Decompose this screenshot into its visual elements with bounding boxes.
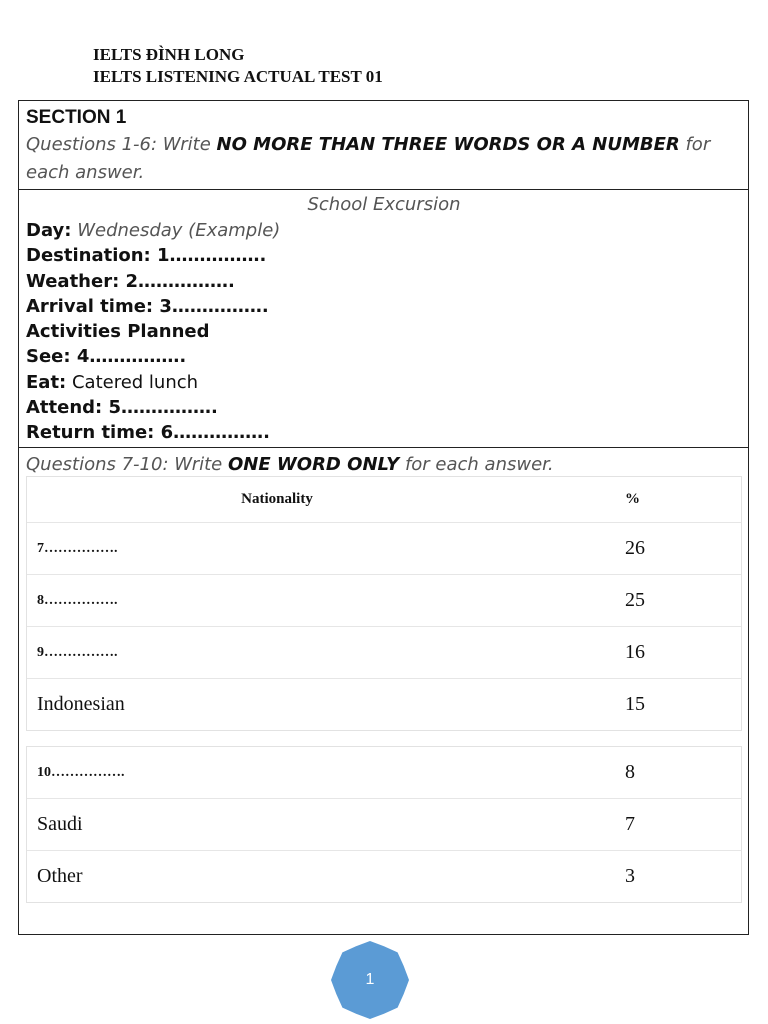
divider bbox=[19, 447, 748, 448]
form-row bbox=[26, 218, 742, 243]
column-header-nationality: Nationality bbox=[241, 491, 313, 507]
form-row bbox=[26, 370, 742, 395]
percent-cell: 16 bbox=[625, 641, 645, 663]
table-row bbox=[27, 850, 741, 902]
document-header bbox=[93, 44, 383, 88]
table-header-row bbox=[27, 477, 741, 522]
page-number-badge bbox=[331, 941, 409, 1019]
instruction-text-end: for each answer. bbox=[26, 134, 711, 183]
percent-cell: 15 bbox=[625, 693, 645, 715]
header-line-1: IELTS ĐÌNH LONG bbox=[93, 45, 245, 64]
form-rows bbox=[26, 218, 742, 446]
form-title: School Excursion bbox=[307, 194, 461, 215]
form-row bbox=[26, 243, 742, 268]
questions-instruction bbox=[26, 451, 742, 479]
instruction-emphasis: NO MORE THAN THREE WORDS OR A NUMBER bbox=[216, 134, 680, 155]
table-row bbox=[27, 574, 741, 626]
section-title: SECTION 1 bbox=[26, 107, 127, 128]
form-row-label: Return time: 6……………. bbox=[26, 422, 271, 444]
form-row-label: Day: bbox=[26, 220, 72, 241]
nationality-table bbox=[26, 476, 742, 731]
table-row bbox=[27, 747, 741, 798]
form-row bbox=[26, 420, 742, 445]
form-row bbox=[26, 269, 742, 294]
column-header-percent: % bbox=[625, 491, 640, 507]
form-row-label: Destination: 1……………. bbox=[26, 245, 267, 267]
form-row bbox=[26, 344, 742, 369]
form-row bbox=[26, 395, 742, 420]
percent-cell: 25 bbox=[625, 589, 645, 611]
instruction-text: Questions 1-6: Write bbox=[26, 134, 217, 155]
instruction-text-end: for each answer. bbox=[399, 454, 554, 475]
form-row-value: Wednesday (Example) bbox=[71, 220, 281, 241]
nationality-cell: 7……………. bbox=[37, 541, 118, 556]
form-row-label: Weather: 2……………. bbox=[26, 270, 235, 292]
test-frame bbox=[18, 100, 749, 935]
nationality-cell: 8……………. bbox=[37, 593, 118, 608]
header-line-2: IELTS LISTENING ACTUAL TEST 01 bbox=[93, 67, 383, 86]
form-row-value: Catered lunch bbox=[66, 371, 199, 393]
table-row bbox=[27, 522, 741, 574]
percent-cell: 8 bbox=[625, 761, 635, 783]
questions-header bbox=[26, 451, 742, 479]
form-row-label: Attend: 5……………. bbox=[26, 397, 218, 419]
instruction-emphasis: ONE WORD ONLY bbox=[227, 454, 400, 475]
section-header bbox=[26, 105, 742, 187]
percent-cell: 3 bbox=[625, 865, 635, 887]
form-row bbox=[26, 319, 742, 344]
form-row bbox=[26, 294, 742, 319]
nationality-cell: 9……………. bbox=[37, 645, 118, 660]
excursion-form bbox=[26, 193, 742, 446]
percent-cell: 26 bbox=[625, 537, 645, 559]
section-instruction bbox=[26, 131, 742, 187]
table-row bbox=[27, 678, 741, 730]
form-row-label: Activities Planned bbox=[26, 321, 210, 343]
nationality-table-continued bbox=[26, 746, 742, 903]
nationality-cell: Indonesian bbox=[37, 693, 125, 715]
form-row-label: Arrival time: 3……………. bbox=[26, 295, 269, 317]
divider bbox=[19, 189, 748, 190]
page-number: 1 bbox=[365, 971, 375, 988]
table-row bbox=[27, 626, 741, 678]
nationality-cell: Saudi bbox=[37, 813, 83, 835]
nationality-cell: 10……………. bbox=[37, 765, 125, 780]
table-row bbox=[27, 798, 741, 850]
instruction-text: Questions 7-10: Write bbox=[26, 454, 228, 475]
nationality-cell: Other bbox=[37, 865, 83, 887]
form-row-label: See: 4……………. bbox=[26, 346, 187, 368]
percent-cell: 7 bbox=[625, 813, 635, 835]
form-row-label: Eat: bbox=[26, 371, 67, 393]
